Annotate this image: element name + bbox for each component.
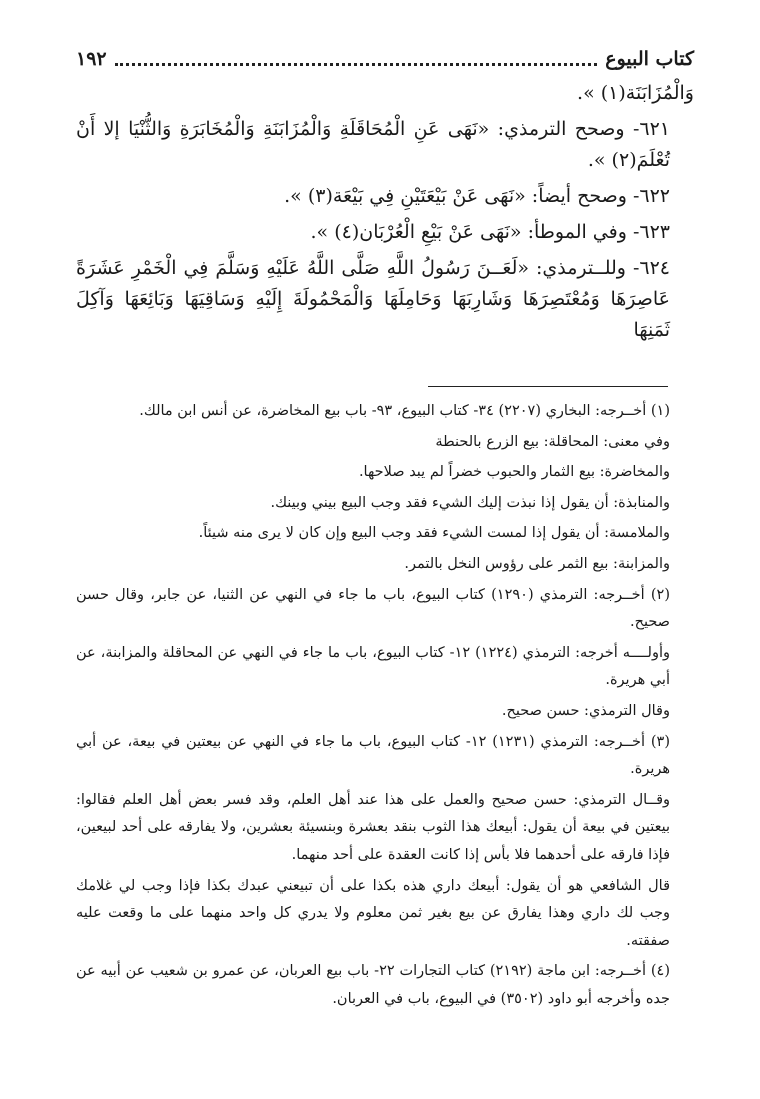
footnote-1: (١) أخــرجه: البخاري (٢٢٠٧) ٣٤- كتاب البيوع، ٩٣- باب بيع المخاضرة، عن أنس ابن مالك. <box>139 403 670 419</box>
footnote-2-extra: وأولــــه أخرجه: الترمذي (١٢٢٤) ١٢- كتاب البيوع، باب ما جاء في النهي عن المحاقلة والمزابنة، عن أبي هريرة. <box>76 644 670 689</box>
header-leader-dots <box>115 53 598 66</box>
footnote-4: (٤) أخــرجه: ابن ماجة (٢١٩٢) كتاب التجارات ٢٢- باب بيع العربان، عن عمرو بن شعيب عن أبيه عن جده وأخرجه أبو داود (٣٥٠٢) في البيوع، باب في العربان. <box>76 963 670 1007</box>
footnote-3: (٣) أخــرجه: الترمذي (١٢٣١) ١٢- كتاب البيوع، باب ما جاء في النهي عن بيعتين في بيعة، عن أبي هريرة. <box>76 733 670 778</box>
running-title: كتاب البيوع <box>605 48 694 70</box>
page-header <box>76 44 694 74</box>
hadith-continuation: وَالْمُزَابَنَة(١) ». <box>577 82 694 104</box>
footnote-3-commentary: وقــال الترمذي: حسن صحيح والعمل على هذا عند أهل العلم، وقد فسر بعض أهل العلم فقالوا: بيعتين في بيعة أن يقول: أبيعك هذا الثوب بنقد بعشرة وبنسيئة بعشرين، ولا يفارقه على أحد لبيعين، فإذا فارقه على أحدهما فلا بأس إذا كانت العقدة على أحد منهما. <box>76 791 670 863</box>
hadith-623: ٦٢٣- وفي الموطأ: «نَهَى عَنْ بَيْعِ الْعُرْبَان(٤) ». <box>310 221 670 243</box>
hadith-621: ٦٢١- وصحح الترمذي: «نَهَى عَنِ الْمُحَاقَلَةِ وَالْمُزَابَنَةِ وَالْمُخَابَرَةِ وَالثُّنْيَا إلا أَنْ تُعْلَمَ(٢) ». <box>76 118 670 171</box>
footnote-1-definition: والمزابنة: بيع الثمر على رؤوس النخل بالتمر. <box>404 555 670 572</box>
footnote-2: (٢) أخــرجه: الترمذي (١٢٩٠) كتاب البيوع، باب ما جاء في النهي عن الثنيا، عن جابر، وقال حسن صحيح. <box>76 586 670 631</box>
footnote-2-grading: وقال الترمذي: حسن صحيح. <box>501 702 670 719</box>
page-number: ١٩٢ <box>76 48 107 70</box>
hadith-624: ٦٢٤- وللــترمذي: «لَعَــنَ رَسُولُ اللَّهِ صَلَّى اللَّهُ عَلَيْهِ وَسَلَّمَ فِي الْخَمْرِ عَشَرَةً عَاصِرَهَا وَمُعْتَصِرَهَا وَشَارِبَهَا وَحَامِلَهَا وَالْمَحْمُولَةَ إِلَيْهِ وَسَاقِيَهَا وَبَائِعَهَا وَآكِلَ ثَمَنِهَا <box>76 257 670 341</box>
footnote-3-shafii: قال الشافعي هو أن يقول: أبيعك داري هذه بكذا على أن تبيعني عبدك بكذا فإذا وجب لي غلامك وجب لك داري وهذا يفارق عن بيع بغير ثمن معلوم ولا يدري كل واحد منهما على ما وقعت عليه صفقته. <box>76 877 670 949</box>
footnote-1-definition: والمنابذة: أن يقول إذا نبذت إليك الشيء فقد وجب البيع بيني وبينك. <box>270 494 670 511</box>
footnote-1-definition: والملامسة: أن يقول إذا لمست الشيء فقد وجب البيع وإن كان لا يرى منه شيئاً. <box>198 525 670 542</box>
footnotes <box>76 398 694 1013</box>
footnote-separator <box>428 386 668 387</box>
hadith-622: ٦٢٢- وصحح أيضاً: «نَهَى عَنْ بَيْعَتَيْنِ فِي بَيْعَة(٣) ». <box>284 185 670 207</box>
main-text <box>76 78 694 351</box>
footnote-1-definition: وفي معنى: المحاقلة: بيع الزرع بالحنطة <box>435 433 670 450</box>
footnote-1-definition: والمخاضرة: بيع الثمار والحبوب خضراً لم يبد صلاحها. <box>358 464 670 481</box>
